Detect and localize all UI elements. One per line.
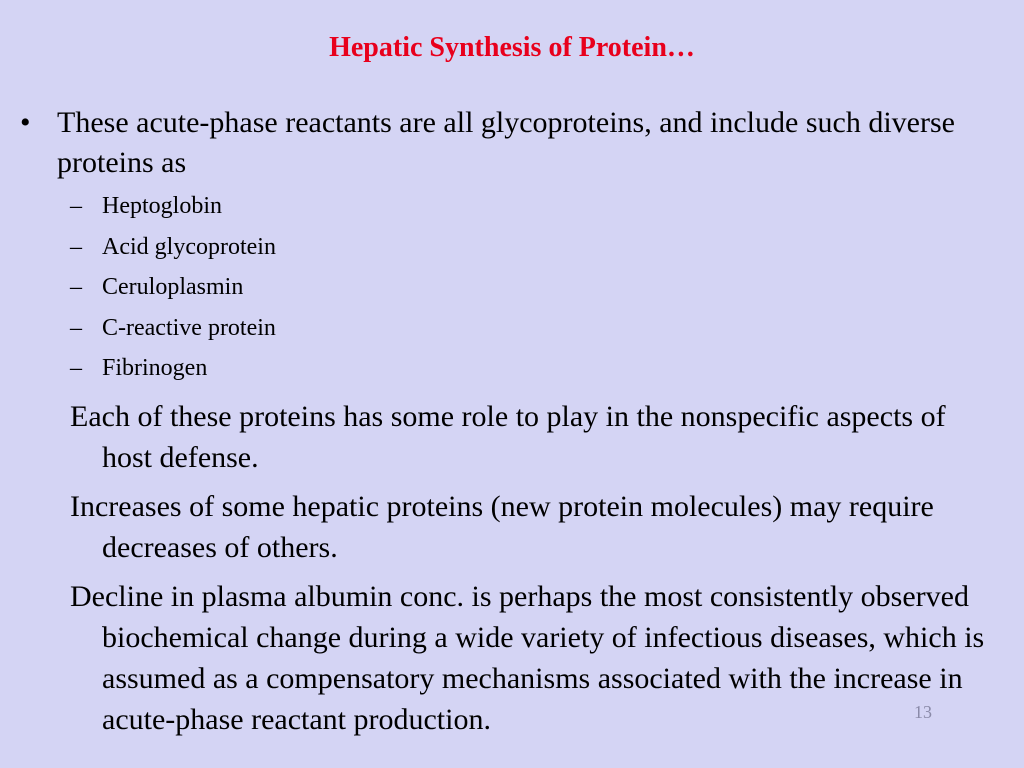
list-item [70,271,276,312]
bullet-marker: • [20,106,31,139]
dash-marker: – [70,274,82,300]
dash-marker: – [70,193,82,219]
list-item-label: C-reactive protein [102,314,276,341]
paragraph: Decline in plasma albumin conc. is perhaps the most consistently observed biochemical change during a wide variety of infectious diseases, which is assumed as a compensatory mechanisms associated with the increase in acute-phase reactant production. [70,580,985,736]
list-item [70,190,276,231]
list-item [70,352,276,393]
list-item-label: Fibrinogen [102,355,208,381]
page-number: 13 [914,702,932,722]
paragraph: Each of these proteins has some role to play in the nonspecific aspects of host defense. [70,400,946,474]
dash-marker: – [70,314,82,341]
list-item-label: Acid glycoprotein [102,233,276,260]
list-item-label: Heptoglobin [102,193,222,219]
main-bullet [20,103,1010,183]
paragraph: Increases of some hepatic proteins (new protein molecules) may require decreases of others. [70,490,934,564]
dash-marker: – [70,355,82,381]
list-item-label: Ceruloplasmin [102,274,244,300]
protein-list [70,190,276,393]
slide-title: Hepatic Synthesis of Protein… [329,32,695,63]
body-paragraphs [70,396,1000,748]
bullet-text: These acute-phase reactants are all glycoproteins, and include such diverse proteins as [57,106,955,179]
dash-marker: – [70,233,82,260]
list-item [70,231,276,272]
list-item [70,312,276,353]
